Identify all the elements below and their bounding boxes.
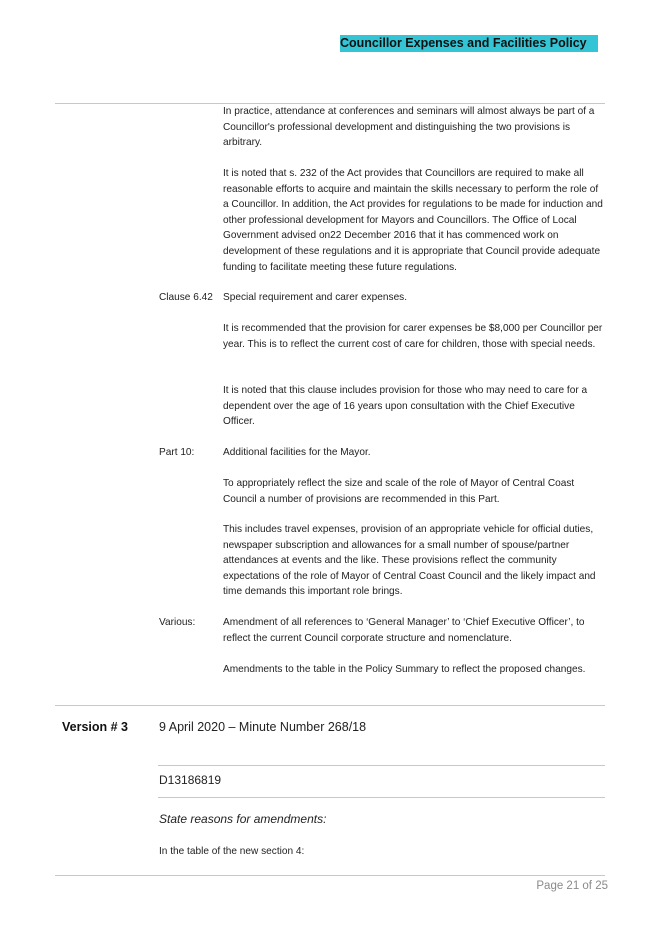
- paragraph-section-232: It is noted that s. 232 of the Act provides that Councillors are required to make all reasonable efforts to acquire and maintain the skills necessary to perform the role of a Councillor. In addition, the Act provides for regulations to be made for induction and other professional development for Mayors and Councillors. The Office of Local Government advised on22 December 2016 that it has commenced work on development of these regulations and it is appropriate that Council provide adequate funding to facilitate meeting these future regulations.: [223, 168, 603, 273]
- paragraph-various-amendments: Amendment of all references to ‘General Manager’ to ‘Chief Executive Officer’, to reflect the current Council corporate structure and nomenclature.: [223, 617, 585, 644]
- paragraph-mayor-provisions: To appropriately reflect the size and scale of the role of Mayor of Central Coast Council a number of provisions are recommended in this Part.: [223, 478, 575, 505]
- part-10-label: Part 10:: [159, 447, 195, 458]
- footer-divider: [55, 875, 605, 876]
- document-header-title: Councillor Expenses and Facilities Policy: [340, 35, 598, 52]
- paragraph-conferences: In practice, attendance at conferences and seminars will almost always be part of a Councillor's professional development and distinguishing the two provisions is arbitrary.: [223, 106, 595, 149]
- reasons-heading: State reasons for amendments:: [159, 812, 327, 826]
- table-note: In the table of the new section 4:: [159, 846, 305, 857]
- clause-642-label: Clause 6.42: [159, 292, 213, 303]
- version-date-minute: 9 April 2020 – Minute Number 268/18: [159, 720, 367, 734]
- version-label: Version # 3: [62, 720, 129, 734]
- page-number: Page 21 of 25: [536, 880, 608, 892]
- various-label: Various:: [159, 617, 196, 628]
- paragraph-table-amendments: Amendments to the table in the Policy Summary to reflect the proposed changes.: [223, 664, 586, 675]
- paragraph-carer-expenses: It is recommended that the provision for carer expenses be $8,000 per Councillor per year. This is to reflect the current cost of care for children, those with special needs.: [223, 323, 603, 350]
- part-10-title: Additional facilities for the Mayor.: [223, 447, 371, 458]
- doc-ref-top-divider: [158, 765, 605, 766]
- clause-642-title: Special requirement and carer expenses.: [223, 292, 408, 303]
- paragraph-dependent-care: It is noted that this clause includes provision for those who may need to care for a dependent over the age of 16 years upon consultation with the Chief Executive Officer.: [223, 385, 588, 428]
- doc-ref-bottom-divider: [158, 797, 605, 798]
- version-divider: [55, 705, 605, 706]
- paragraph-mayor-travel: This includes travel expenses, provision of an appropriate vehicle for official duties, newspaper subscription and allowances for a small number of spouse/partner attendances at events and the like. These provisions reflect the community expectations of the role of Mayor of Central Coast Council and the likely impact and time demands this important role brings.: [223, 524, 596, 598]
- document-reference: D13186819: [159, 773, 222, 787]
